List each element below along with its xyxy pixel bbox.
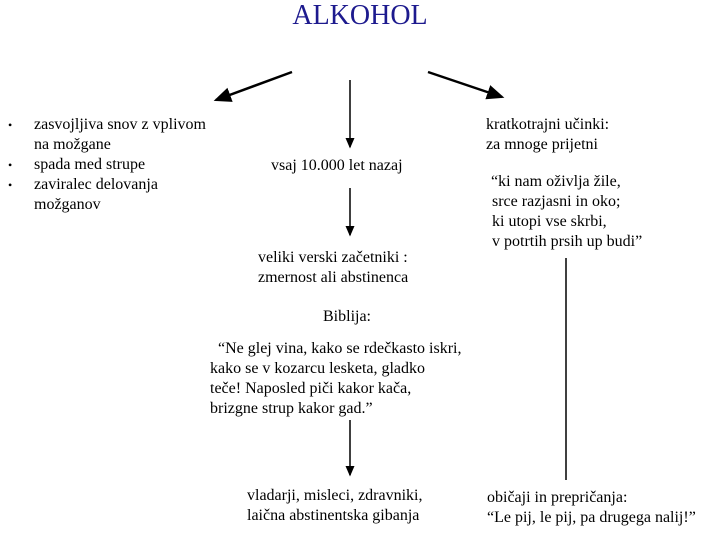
alcohol-properties-list bbox=[8, 115, 206, 215]
drinking-saying-text: “Le pij, le pij, pa drugega nalij!” bbox=[487, 509, 696, 526]
bible-quote-line: brizgne strup kakor gad.” bbox=[210, 400, 373, 417]
list-item-line: na možgane bbox=[34, 136, 111, 153]
religious-founders-text: veliki verski začetniki : bbox=[258, 249, 408, 266]
people-text: vladarji, misleci, zdravniki, bbox=[247, 487, 423, 504]
list-item-line: možganov bbox=[34, 196, 101, 213]
list-item bbox=[8, 175, 206, 215]
list-item bbox=[8, 155, 206, 175]
list-item bbox=[8, 115, 206, 155]
poem-quote-line: v potrtih prsih up budi” bbox=[492, 233, 643, 250]
short-term-effects-label: kratkotrajni učinki: bbox=[486, 116, 610, 133]
short-term-effects-text: za mnoge prijetni bbox=[486, 136, 598, 153]
page-title: ALKOHOL bbox=[292, 0, 428, 31]
bible-quote-line: “Ne glej vina, kako se rdečkasto iskri, bbox=[218, 340, 462, 357]
bible-quote-line: teče! Naposled piči kakor kača, bbox=[210, 380, 412, 397]
list-item-line: zasvojljiva snov z vplivom bbox=[34, 116, 206, 133]
poem-quote-line: srce razjasni in oko; bbox=[492, 193, 621, 210]
moderation-text: zmernost ali abstinenca bbox=[258, 269, 409, 286]
arrow-title-to-left bbox=[216, 72, 292, 100]
arrow-title-to-right bbox=[428, 72, 502, 97]
poem-quote-line: ki utopi vse skrbi, bbox=[492, 213, 607, 230]
bullet-icon: • bbox=[8, 118, 13, 132]
abstinence-movements-text: laična abstinentska gibanja bbox=[247, 507, 420, 524]
bullet-icon: • bbox=[8, 158, 13, 172]
bible-quote-line: kako se v kozarcu lesketa, gladko bbox=[210, 360, 426, 377]
poem-quote-line: “ki nam oživlja žile, bbox=[491, 173, 621, 190]
history-text: vsaj 10.000 let nazaj bbox=[271, 157, 403, 174]
list-item-line: zaviralec delovanja bbox=[34, 176, 158, 193]
bible-label: Biblija: bbox=[323, 308, 371, 325]
bullet-icon: • bbox=[8, 178, 13, 192]
customs-label: običaji in prepričanja: bbox=[487, 489, 628, 506]
list-item-line: spada med strupe bbox=[34, 156, 146, 173]
